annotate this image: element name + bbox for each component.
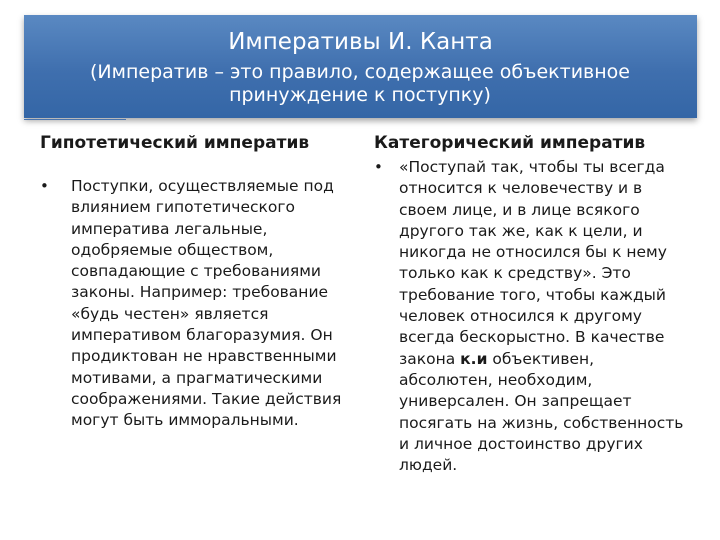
hypothetical-text: Поступки, осуществляемые под влиянием гипотетического императива легальные, одобряемые обществом, совпадающие с требованиями законы. Например: требование «будь честен» является императивом благоразумия. Он продиктован не нравственными мотивами, а прагматическими соображениями. Такие действия могут быть имморальными. [71, 177, 342, 430]
categorical-text-bold: к.и [460, 349, 488, 368]
categorical-text-part2: объективен, абсолютен, необходим, универсален. Он запрещает посягать на жизнь, собственность и личное достоинство других людей. [399, 349, 684, 475]
categorical-heading: Категорический императив [374, 133, 646, 153]
right-bullet: • [374, 158, 383, 176]
title-underline [24, 119, 126, 120]
categorical-text [399, 157, 691, 476]
categorical-text-part1: «Поступай так, чтобы ты всегда относится к человечеству и в своем лице, и в лице всякого другого так же, как к цели, и никогда не относился бы к нему только как к средству». Это требование того, чтобы каждый человек относился к другому всегда бескорыстно. В качестве закона [399, 158, 667, 368]
left-bullet: • [40, 177, 49, 195]
slide-title: Императивы И. Канта [228, 29, 493, 55]
hypothetical-heading: Гипотетический императив [40, 133, 310, 153]
slide-subtitle: (Императив – это правило, содержащее объективное принуждение к поступку) [90, 61, 630, 106]
